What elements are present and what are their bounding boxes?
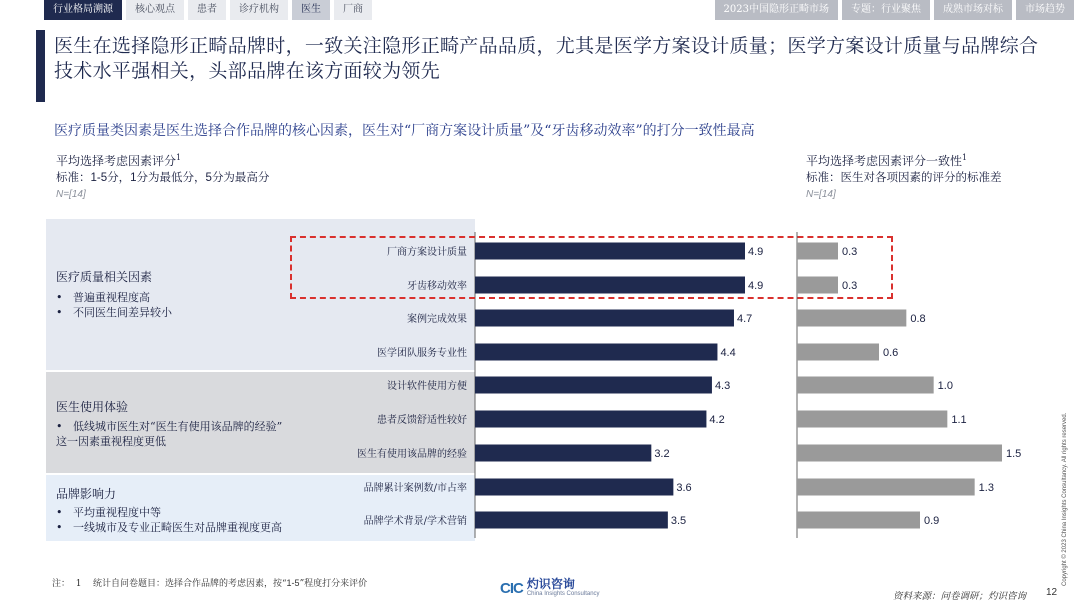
- category-label: 设计软件使用方便: [387, 381, 467, 392]
- score-bar: [475, 344, 717, 361]
- std-value-label: 1.5: [1006, 448, 1022, 460]
- score-bar: [475, 377, 712, 394]
- score-bar: [475, 411, 706, 428]
- footnote: 注： 1 统计自问卷题目：选择合作品牌的考虑因素，按“1-5”程度打分来评价: [52, 578, 368, 589]
- company-logo: [500, 578, 600, 598]
- group-name-doctor-experience: 医生使用体验: [56, 400, 129, 414]
- group-name-brand-influence: 品牌影响力: [56, 487, 117, 501]
- score-value-label: 3.2: [654, 448, 670, 460]
- score-bar: [475, 445, 651, 462]
- std-value-label: 1.0: [937, 380, 953, 392]
- right-panel-title: 平均选择考虑因素评分一致性$^1$: [806, 153, 968, 168]
- std-bar: [797, 479, 975, 496]
- highlight-box: [290, 236, 893, 299]
- score-bar: [475, 479, 673, 496]
- tab-patients[interactable]: 患者: [188, 0, 226, 20]
- std-value-label: 0.8: [910, 313, 926, 325]
- logo-en-name: China Insights Consultancy: [526, 591, 600, 597]
- group-bullet: • 一线城市及专业正畸医生对品牌重视度更高: [56, 521, 282, 534]
- tab-clinics[interactable]: 诊疗机构: [230, 0, 288, 20]
- category-label: 医生有使用该品牌的经验: [357, 449, 467, 460]
- left-panel-note: 标准：1-5分，1分为最低分，5分为最高分: [56, 170, 270, 184]
- tab-industry-landscape[interactable]: 行业格局溯源: [44, 0, 122, 20]
- score-value-label: 4.2: [709, 414, 725, 426]
- logo-cn-name: 灼识咨询: [526, 577, 575, 591]
- category-label: 医学团队服务专业性: [377, 348, 467, 359]
- footnote-ref: 1: [176, 153, 182, 162]
- right-panel-note: 标准：医生对各项因素的评分的标准差: [806, 170, 1002, 184]
- std-value-label: 1.1: [951, 414, 967, 426]
- category-label: 厂商方案设计质量: [387, 247, 467, 258]
- left-panel-sample-size: N=[14]: [56, 189, 86, 200]
- copyright-notice: Copyright © 2023 China Insights Consultancy. All rights reserved.: [1062, 412, 1068, 586]
- score-value-label: 3.5: [670, 515, 687, 527]
- score-value-label: 4.3: [714, 380, 731, 392]
- std-bar: [797, 411, 947, 428]
- category-label: 案例完成效果: [407, 314, 467, 325]
- group-bullet: • 不同医生间差异较小: [56, 306, 172, 319]
- tab-industry-focus[interactable]: 专题：行业聚焦: [842, 0, 930, 20]
- std-bar: [797, 377, 934, 394]
- std-value-label: 0.3: [842, 246, 858, 258]
- score-bar: [475, 512, 668, 529]
- score-value-label: 3.6: [676, 482, 692, 494]
- std-bar: [797, 344, 879, 361]
- score-bar: [475, 310, 734, 327]
- std-bar: [797, 445, 1002, 462]
- score-value-label: 4.4: [720, 347, 736, 359]
- std-value-label: 0.3: [842, 280, 858, 292]
- tab-doctors[interactable]: 医生: [292, 0, 330, 20]
- left-panel-title: 平均选择考虑因素评分$^1$: [56, 153, 182, 168]
- group-bullet: • 平均重视程度中等: [56, 506, 161, 519]
- group-bullet: 这一因素重视程度更低: [56, 435, 166, 448]
- logo-mark: CIC: [500, 579, 523, 597]
- std-bar: [797, 310, 906, 327]
- std-bar: [797, 512, 920, 529]
- std-value-label: 0.6: [883, 347, 899, 359]
- category-label: 患者反馈舒适性较好: [377, 415, 467, 426]
- score-value-label: 4.9: [748, 280, 764, 292]
- category-label: 牙齿移动效率: [407, 281, 467, 292]
- chart-subtitle: 医疗质量类因素是医生选择合作品牌的核心因素，医生对“厂商方案设计质量”及“牙齿移动效率”的打分一致性最高: [54, 123, 755, 139]
- tab-market-report[interactable]: 2023中国隐形正畸市场: [715, 0, 838, 20]
- category-label: 品牌学术背景/学术营销: [363, 516, 467, 527]
- category-label: 品牌累计案例数/市占率: [363, 483, 467, 494]
- footnote-ref: 1: [962, 153, 968, 162]
- group-bullet: • 普遍重视程度高: [56, 291, 150, 304]
- score-value-label: 4.9: [748, 246, 764, 258]
- tab-mature-market[interactable]: 成熟市场对标: [934, 0, 1012, 20]
- group-name-medical-quality: 医疗质量相关因素: [56, 270, 153, 284]
- tab-market-trends[interactable]: 市场趋势: [1016, 0, 1074, 20]
- page-number: 12: [1046, 587, 1058, 598]
- page-title: 医生在选择隐形正畸品牌时，一致关注隐形正畸产品品质，尤其是医学方案设计质量；医学方案设计质量与品牌综合技术水平强相关，头部品牌在该方面较为领先: [54, 35, 1039, 82]
- right-panel-sample-size: N=[14]: [806, 189, 836, 200]
- data-source: 资料来源：问卷调研；灼识咨询: [893, 591, 1027, 602]
- tab-manufacturers[interactable]: 厂商: [334, 0, 372, 20]
- std-value-label: 1.3: [978, 482, 994, 494]
- score-value-label: 4.7: [736, 313, 753, 325]
- std-value-label: 0.9: [924, 515, 940, 527]
- tab-core-views[interactable]: 核心观点: [126, 0, 184, 20]
- group-bullet: • 低线城市医生对“医生有使用该品牌的经验”: [56, 420, 283, 433]
